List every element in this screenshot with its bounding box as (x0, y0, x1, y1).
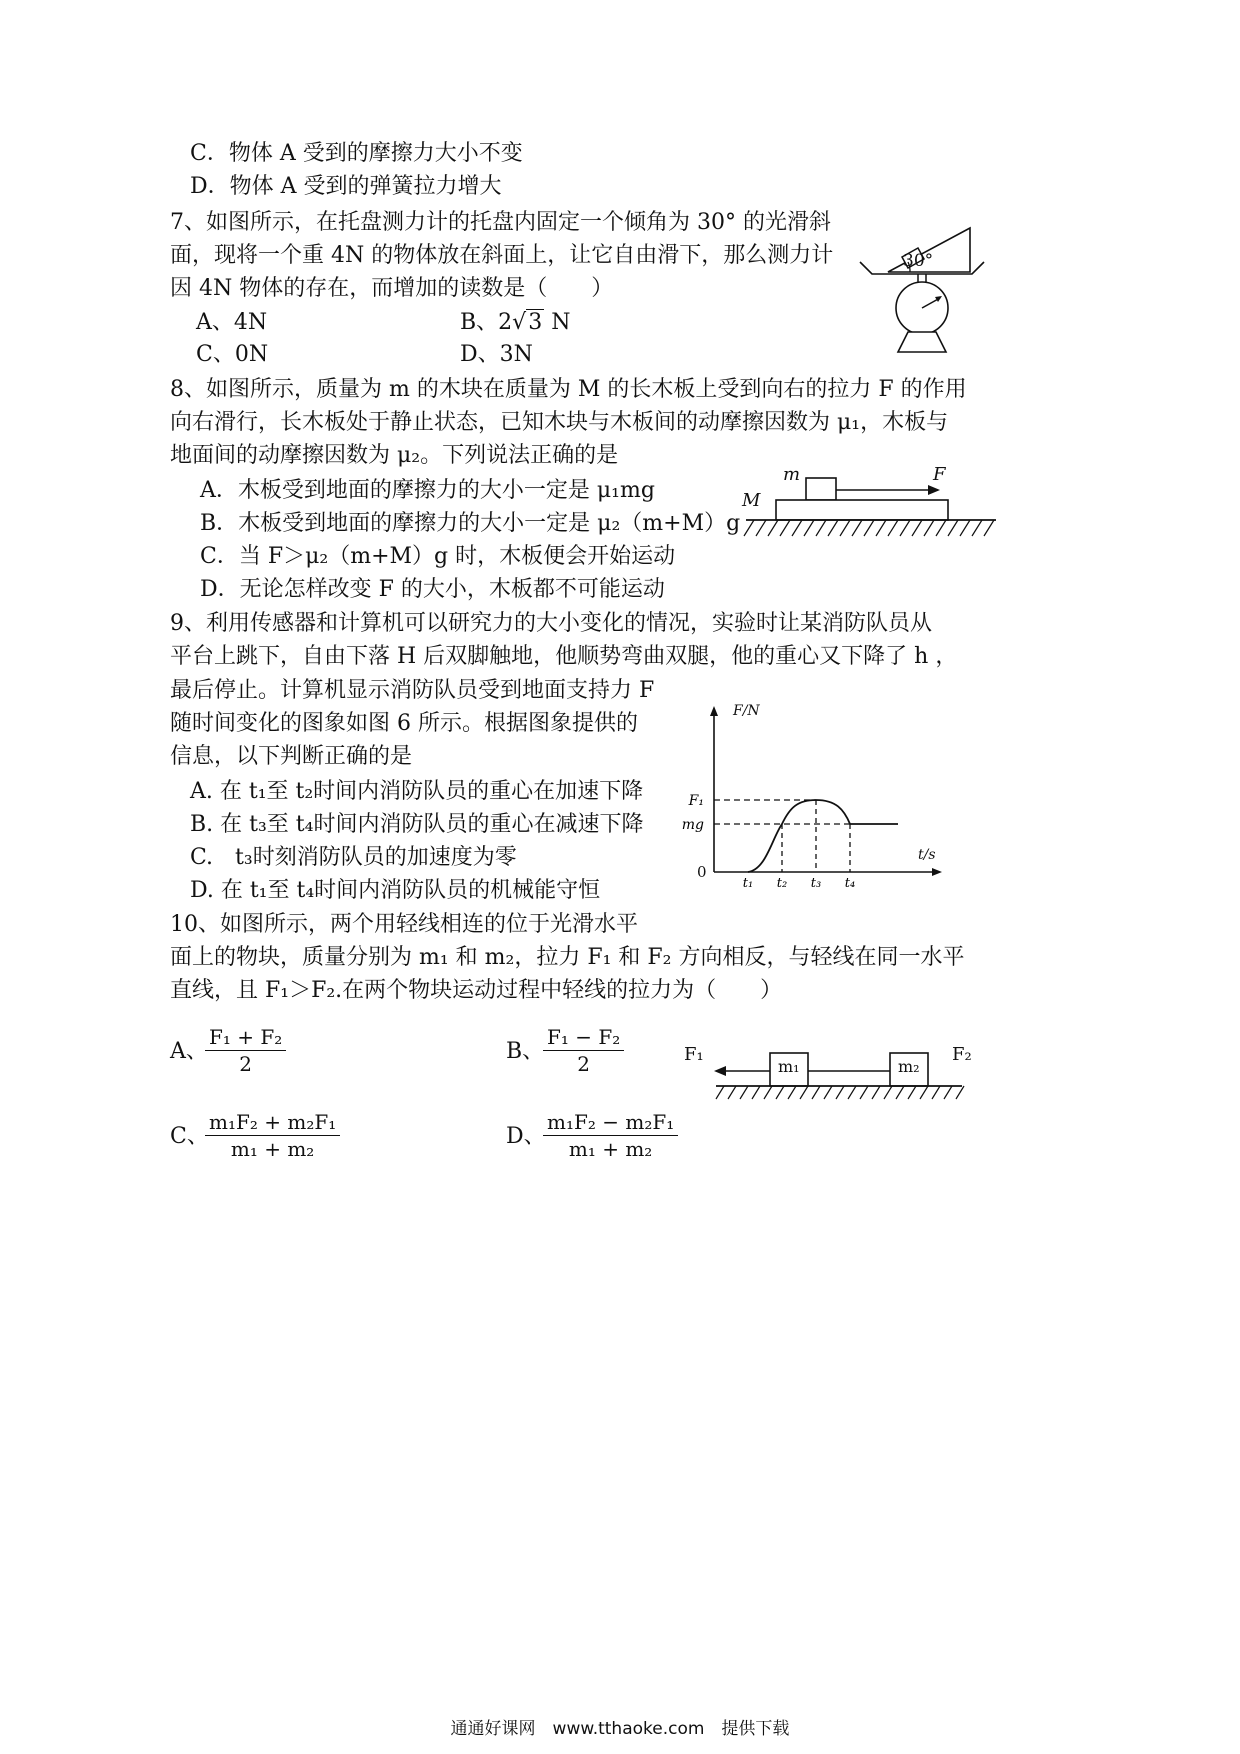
q6-option-d: D．物体 A 受到的弹簧拉力增大 (190, 174, 502, 199)
q7-option-b (460, 308, 570, 338)
q6-option-c: C．物体 A 受到的摩擦力大小不变 (190, 141, 523, 166)
q10-option-c-fraction (205, 1109, 340, 1162)
q8-label-F: F (933, 464, 946, 485)
q7-option-b-unit: N (551, 310, 571, 335)
q10-option-c-numerator: m₁F₂ + m₂F₁ (205, 1109, 340, 1136)
q7-option-a: A、4N (196, 310, 268, 335)
q10-option-b-label: B、 (506, 1039, 545, 1064)
q8-stem-line1: 8、如图所示，质量为 m 的木块在质量为 M 的长木板上受到向右的拉力 F 的作用 (170, 377, 967, 402)
page-footer: 通通好课网 www.tthaoke.com 提供下载 (450, 1719, 790, 1739)
q10-option-a-denominator: 2 (239, 1052, 252, 1076)
q8-label-m: m (783, 464, 801, 485)
q10-stem-line3: 直线，且 F₁＞F₂.在两个物块运动过程中轻线的拉力为（ ） (170, 978, 783, 1003)
sqrt-symbol: √ (512, 310, 527, 335)
q7-option-b-radicand: 3 (528, 310, 543, 335)
q9-stem-line5: 信息，以下判断正确的是 (170, 744, 413, 769)
q9-stem-line2: 平台上跳下，自由下落 H 后双脚触地，他顺势弯曲双腿，他的重心又下降了 h ， (170, 644, 958, 669)
q10-option-a-fraction (205, 1024, 286, 1077)
q10-option-b-denominator: 2 (577, 1052, 590, 1076)
q7-scale-figure (858, 222, 988, 357)
q10-option-d-fraction (543, 1109, 678, 1162)
q9-stem-line1: 9、利用传感器和计算机可以研究力的大小变化的情况，实验时让某消防队员从 (170, 611, 932, 636)
q7-angle-label: 30° (903, 251, 934, 271)
q8-option-c: C．当 F＞μ₂（m+M）g 时，木板便会开始运动 (200, 544, 676, 569)
q9-stem-line4: 随时间变化的图象如图 6 所示。根据图象提供的 (170, 711, 638, 736)
q8-stem-line3: 地面间的动摩擦因数为 μ₂。下列说法正确的是 (170, 443, 619, 468)
force-curve (748, 800, 898, 872)
q10-option-d-denominator: m₁ + m₂ (568, 1137, 653, 1161)
q8-stem-line2: 向右滑行，长木板处于静止状态，已知木块与木板间的动摩擦因数为 μ₁，木板与 (170, 410, 949, 435)
chart-x-label: t/s (918, 847, 936, 863)
q10-option-b-numerator: F₁ − F₂ (543, 1024, 624, 1051)
q8-label-M: M (742, 490, 761, 511)
q10-stem-line1: 10、如图所示，两个用轻线相连的位于光滑水平 (170, 912, 638, 937)
y-axis-arrow (710, 706, 718, 716)
x-tick-label: t₃ (810, 876, 822, 891)
y-tick-label: F₁ (688, 793, 704, 809)
q7-option-d: D、3N (460, 342, 533, 367)
q7-stem-line2: 面，现将一个重 4N 的物体放在斜面上，让它自由滑下，那么测力计 (170, 243, 834, 268)
q9-option-c: C. t₃时刻消防队员的加速度为零 (190, 845, 517, 870)
q7-option-b-prefix: B、2 (460, 310, 513, 335)
q10-option-d-numerator: m₁F₂ − m₂F₁ (543, 1109, 678, 1136)
q8-option-a: A．木板受到地面的摩擦力的大小一定是 μ₁mg (200, 478, 655, 503)
x-axis-arrow (932, 868, 942, 876)
q10-option-c-label: C、 (170, 1124, 209, 1149)
x-tick-label: t₁ (742, 876, 754, 891)
q7-stem-line3: 因 4N 物体的存在，而增加的读数是（ ） (170, 276, 614, 301)
chart-origin: 0 (697, 863, 707, 881)
q10-label-m1: m₁ (778, 1057, 800, 1076)
q9-option-b: B. 在 t₃至 t₄时间内消防队员的重心在减速下降 (190, 812, 644, 837)
q8-board-figure (740, 476, 1000, 546)
q10-blocks-figure (712, 1047, 972, 1107)
q10-option-a-label: A、 (170, 1039, 208, 1064)
q9-option-d: D. 在 t₁至 t₄时间内消防队员的机械能守恒 (190, 878, 601, 903)
chart-y-label: F/N (733, 703, 760, 719)
q10-label-F2: F₂ (952, 1044, 972, 1065)
q10-stem-line2: 面上的物块，质量分别为 m₁ 和 m₂，拉力 F₁ 和 F₂ 方向相反，与轻线在同一水平 (170, 945, 965, 970)
q10-label-m2: m₂ (898, 1057, 920, 1076)
q9-stem-line3: 最后停止。计算机显示消防队员受到地面支持力 F (170, 678, 655, 703)
q10-option-a-numerator: F₁ + F₂ (205, 1024, 286, 1051)
force-time-chart (680, 702, 950, 892)
q10-option-d-label: D、 (506, 1124, 546, 1149)
q7-option-c: C、0N (196, 342, 269, 367)
q10-option-c-denominator: m₁ + m₂ (230, 1137, 315, 1161)
q8-option-d: D．无论怎样改变 F 的大小，木板都不可能运动 (200, 577, 665, 602)
q10-label-F1: F₁ (684, 1044, 704, 1065)
x-tick-label: t₄ (844, 876, 856, 891)
x-tick-label: t₂ (776, 876, 788, 891)
y-tick-label: mg (681, 817, 704, 833)
q10-option-b-fraction (543, 1024, 624, 1077)
q9-option-a: A. 在 t₁至 t₂时间内消防队员的重心在加速下降 (190, 779, 644, 804)
q8-option-b: B．木板受到地面的摩擦力的大小一定是 μ₂（m+M）g (200, 511, 741, 536)
q7-stem-line1: 7、如图所示，在托盘测力计的托盘内固定一个倾角为 30° 的光滑斜 (170, 210, 831, 235)
